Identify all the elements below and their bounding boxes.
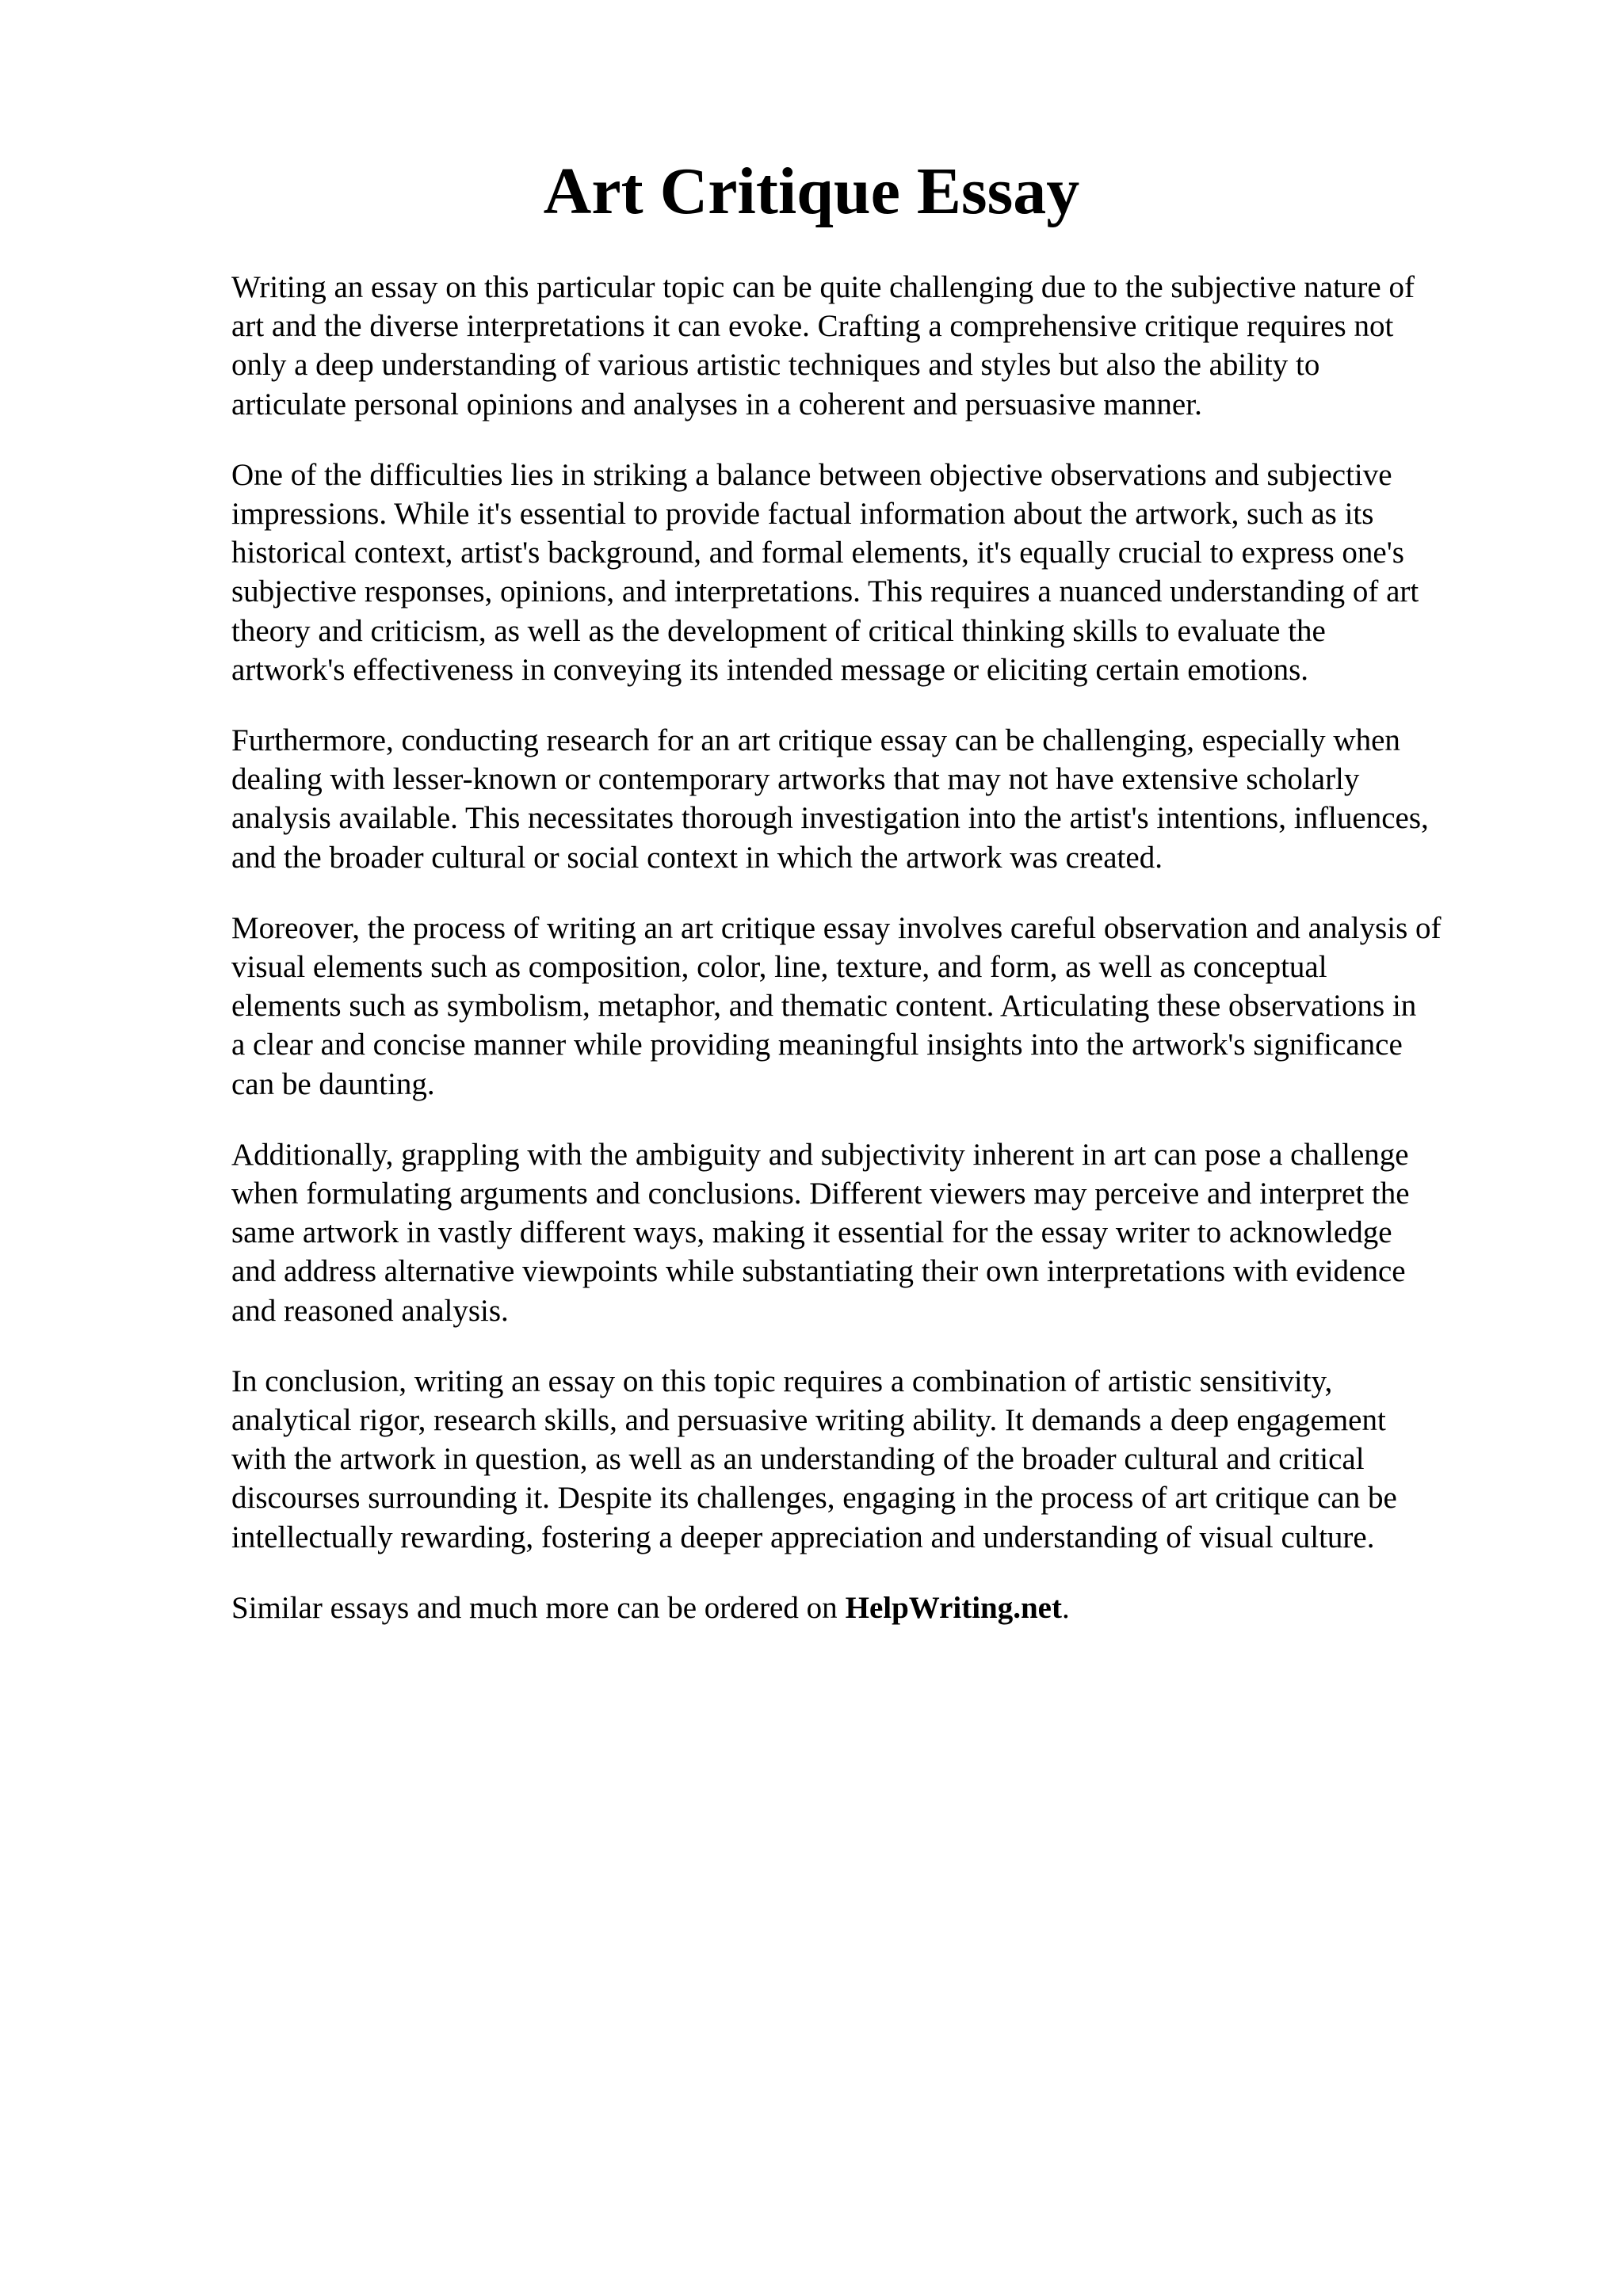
paragraph-2 — [231, 456, 1550, 689]
paragraph-line: same artwork in vastly different ways, making it essential for the essay writer to acknowledge — [231, 1215, 1392, 1250]
paragraph-line: historical context, artist's background, and formal elements, it's equally crucial to express one's — [231, 536, 1404, 570]
paragraph-line: intellectually rewarding, fostering a deeper appreciation and understanding of visual culture. — [231, 1520, 1375, 1554]
paragraph-line: Furthermore, conducting research for an art critique essay can be challenging, especially when — [231, 723, 1400, 758]
paragraph-line: with the artwork in question, as well as an understanding of the broader cultural and critical — [231, 1442, 1365, 1477]
paragraph-1 — [231, 268, 1550, 424]
paragraph-line: dealing with lesser-known or contemporary artworks that may not have extensive scholarly — [231, 762, 1360, 797]
paragraph-line: and address alternative viewpoints while substantiating their own interpretations with evidence — [231, 1254, 1406, 1289]
paragraph-line: analysis available. This necessitates thorough investigation into the artist's intentions, influences, — [231, 801, 1429, 836]
paragraph-line: discourses surrounding it. Despite its challenges, engaging in the process of art critique can be — [231, 1481, 1397, 1516]
paragraph-line: analytical rigor, research skills, and persuasive writing ability. It demands a deep engagement — [231, 1403, 1386, 1438]
page-title: Art Critique Essay — [543, 154, 1080, 228]
paragraph-line: a clear and concise manner while providing meaningful insights into the artwork's significance — [231, 1028, 1403, 1062]
paragraph-line: visual elements such as composition, color, line, texture, and form, as well as conceptual — [231, 950, 1327, 985]
paragraph-line: Writing an essay on this particular topic can be quite challenging due to the subjective nature of — [231, 270, 1415, 304]
paragraph-line: Moreover, the process of writing an art critique essay involves careful observation and analysis of — [231, 910, 1442, 945]
paragraph-4 — [231, 909, 1550, 1104]
paragraph-line: only a deep understanding of various artistic techniques and styles but also the ability to — [231, 348, 1320, 383]
paragraph-line: artwork's effectiveness in conveying its intended message or eliciting certain emotions. — [231, 652, 1309, 687]
cta-text: Similar essays and much more can be ordered on — [231, 1590, 838, 1625]
paragraph-line: Additionally, grappling with the ambiguity and subjectivity inherent in art can pose a challenge — [231, 1137, 1409, 1172]
cta-period: . — [1061, 1590, 1070, 1625]
paragraph-line: theory and criticism, as well as the development of critical thinking skills to evaluate the — [231, 613, 1326, 648]
paragraph-6 — [231, 1362, 1550, 1557]
paragraph-line: and the broader cultural or social context in which the artwork was created. — [231, 840, 1163, 875]
paragraph-line: subjective responses, opinions, and interpretations. This requires a nuanced understanding of art — [231, 574, 1419, 609]
helpwriting-link[interactable]: HelpWriting.net — [845, 1590, 1062, 1625]
paragraph-line: when formulating arguments and conclusions. Different viewers may perceive and interpret the — [231, 1177, 1410, 1211]
paragraph-line: In conclusion, writing an essay on this topic requires a combination of artistic sensitivity, — [231, 1363, 1333, 1398]
paragraph-line: articulate personal opinions and analyses in a coherent and persuasive manner. — [231, 387, 1202, 421]
paragraph-line: can be daunting. — [231, 1066, 435, 1101]
paragraph-5 — [231, 1135, 1550, 1330]
paragraph-3 — [231, 721, 1550, 877]
paragraph-line: impressions. While it's essential to provide factual information about the artwork, such as its — [231, 497, 1374, 532]
paragraph-line: One of the difficulties lies in striking a balance between objective observations and subjective — [231, 457, 1392, 492]
paragraph-line: and reasoned analysis. — [231, 1293, 509, 1328]
paragraph-line: art and the diverse interpretations it can evoke. Crafting a comprehensive critique requires not — [231, 309, 1394, 344]
essay-body — [231, 268, 1550, 1659]
order-cta — [231, 1589, 1550, 1627]
paragraph-line: elements such as symbolism, metaphor, and thematic content. Articulating these observations in — [231, 989, 1417, 1024]
